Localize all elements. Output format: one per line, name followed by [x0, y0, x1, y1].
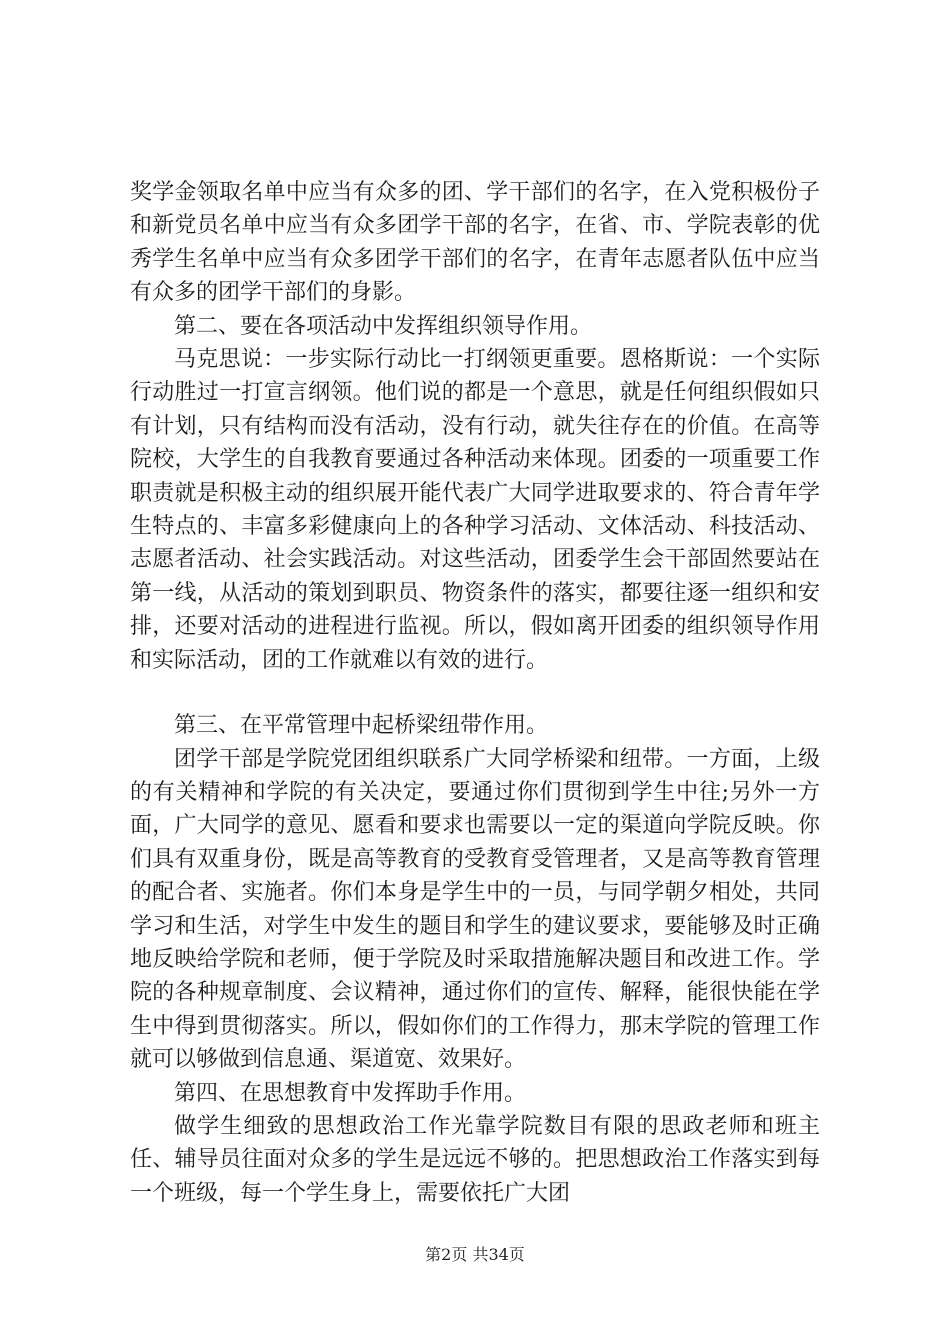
- section-heading-4: 第四、在思想教育中发挥助手作用。: [174, 1080, 527, 1106]
- section-heading-2: 第二、要在各项活动中发挥组织领导作用。: [174, 313, 593, 339]
- paragraph-3: 团学干部是学院党团组织联系广大同学桥梁和纽带。一方面，上级的有关精神和学院的有关决定，要通过你们贯彻到学生中往;另外一方面，广大同学的意见、愿看和要求也需要以一定的渠道向学院反映。你们具有双重身份，既是高等教育的受教育受管理者，又是高等教育管理的配合者、实施者。你们本身是学生中的一员，与同学朝夕相处，共同学习和生活，对学生中发生的题目和学生的建议要求，要能够及时正确地反映给学院和老师，便于学院及时采取措施解决题目和改进工作。学院的各种规章制度、会议精神，通过你们的宣传、解释，能很快能在学生中得到贯彻落实。所以，假如你们的工作得力，那末学院的管理工作就可以够做到信息通、渠道宽、效果好。: [130, 746, 820, 1073]
- paragraph-4: 做学生细致的思想政治工作光靠学院数目有限的思政老师和班主任、辅导员往面对众多的学生是远远不够的。把思想政治工作落实到每一个班级，每一个学生身上，需要依托广大团: [130, 1113, 820, 1206]
- section-heading-3: 第三、在平常管理中起桥梁纽带作用。: [174, 713, 549, 739]
- paragraph-1: 奖学金领取名单中应当有众多的团、学干部们的名字，在入党积极份子和新党员名单中应当有众多团学干部的名字，在省、市、学院表彰的优秀学生名单中应当有众多团学干部们的名字，在青年志愿者队伍中应当有众多的团学干部们的身影。: [130, 180, 820, 306]
- paragraph-2: 马克思说：一步实际行动比一打纲领更重要。恩格斯说：一个实际行动胜过一打宣言纲领。他们说的都是一个意思，就是任何组织假如只有计划，只有结构而没有活动，没有行动，就失往存在的价值。在高等院校，大学生的自我教育要通过各种活动来体现。团委的一项重要工作职责就是积极主动的组织展开能代表广大同学进取要求的、符合青年学生特点的、丰富多彩健康向上的各种学习活动、文体活动、科技活动、志愿者活动、社会实践活动。对这些活动，团委学生会干部固然要站在第一线，从活动的策划到职员、物资条件的落实，都要往逐一组织和安排，还要对活动的进程进行监视。所以，假如离开团委的组织领导作用和实际活动，团的工作就难以有效的进行。: [130, 347, 820, 673]
- page-number-footer: 第2页 共34页: [425, 1245, 525, 1264]
- document-body: [130, 176, 820, 1210]
